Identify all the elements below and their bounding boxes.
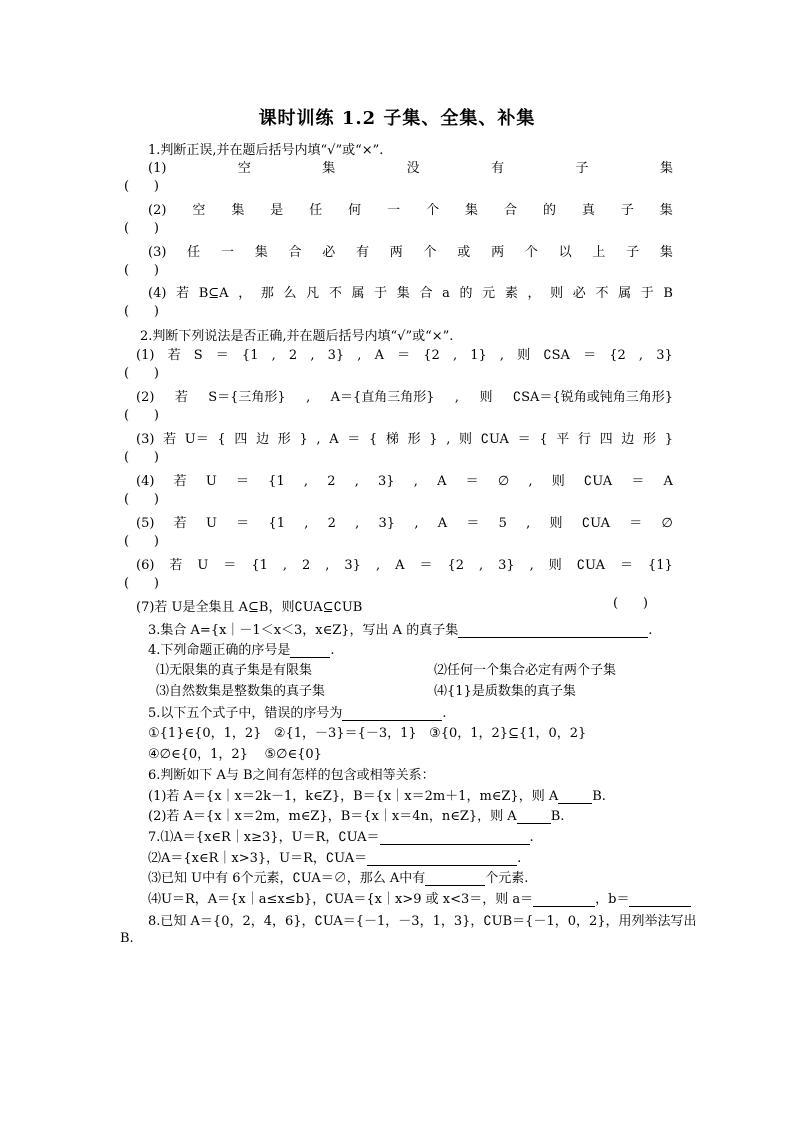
q4-option-4: ⑷{1}是质数集的真子集	[434, 684, 576, 699]
q7-l1-text: 7.⑴A＝{x∈R｜x≥3}，U＝R，∁UA＝	[148, 830, 380, 845]
item-word: 子	[575, 161, 589, 176]
item-word: 四	[234, 432, 248, 447]
item-word: 集	[322, 161, 336, 176]
q7-blank-b[interactable]	[629, 892, 691, 907]
item-word: U	[205, 516, 217, 531]
item-word: A	[374, 348, 384, 363]
item-word: 两	[389, 245, 403, 260]
item-word: ∁SA	[543, 348, 570, 363]
q1-stem: 1.判断正误,并在题后括号内填“√”或“×”.	[148, 143, 384, 158]
item-word: ，	[238, 286, 252, 301]
item-word: U＝	[184, 432, 209, 447]
item-number: (2)	[136, 390, 155, 405]
q4-end: .	[330, 643, 335, 658]
item-word: 么	[283, 286, 297, 301]
item-word: 于	[640, 286, 654, 301]
q2-item-4	[136, 472, 673, 492]
item-word: 则	[550, 286, 564, 301]
item-word: {2	[609, 348, 626, 363]
item-word: {	[539, 432, 548, 447]
item-word: A	[329, 432, 339, 447]
q7-l4-mid: ，b＝	[595, 892, 630, 907]
item-word: 集	[659, 161, 673, 176]
q5-line	[148, 702, 447, 721]
item-number: (6)	[136, 558, 155, 573]
item-word: ＝	[619, 558, 633, 573]
item-number: (2)	[148, 203, 167, 218]
q7-l3-end: 个元素.	[485, 871, 529, 886]
item-word: ＝	[583, 348, 597, 363]
item-word: 梯	[385, 432, 399, 447]
q7-blank-a[interactable]	[533, 892, 595, 907]
item-word: ,	[316, 432, 321, 447]
item-word: {2	[447, 558, 464, 573]
item-word: }	[429, 432, 438, 447]
item-word: 一	[387, 203, 401, 218]
item-word: ,	[454, 390, 460, 405]
item-word: 个	[426, 203, 440, 218]
item-word: 合	[419, 286, 433, 301]
item-word: ,	[526, 516, 531, 531]
item-number: (1)	[148, 161, 167, 176]
item-word: 是	[270, 203, 284, 218]
item-word: 若	[163, 432, 177, 447]
item-word: 上	[592, 245, 606, 260]
item-word: 属	[618, 286, 632, 301]
q4-option-3: ⑶自然数集是整数集的真子集	[156, 684, 326, 699]
item-word: 3}	[344, 558, 361, 573]
item-word: ＝	[215, 348, 229, 363]
q7-line-1	[148, 826, 534, 845]
item-word: 的	[542, 203, 556, 218]
q6-blank-1[interactable]	[558, 789, 592, 804]
q5-end: .	[442, 706, 447, 721]
item-word: {	[368, 432, 378, 447]
item-word: 若	[174, 390, 188, 405]
item-word: 空	[192, 203, 206, 218]
item-word: ,	[306, 390, 311, 405]
item-word: 3}	[378, 474, 395, 489]
item-word: a	[442, 286, 450, 301]
item-word: 必	[322, 245, 336, 260]
answer-paren: ( )	[124, 263, 159, 278]
q3-line	[148, 619, 652, 638]
item-number: (5)	[136, 516, 155, 531]
q2-item-1	[136, 346, 673, 366]
answer-paren: ( )	[124, 450, 159, 465]
item-word: 两	[491, 245, 505, 260]
item-number: (4)	[136, 474, 155, 489]
item-word: 个	[423, 245, 437, 260]
item-word: ＝	[397, 348, 411, 363]
item-word: 边	[621, 432, 635, 447]
item-word: 3}	[498, 558, 515, 573]
q8-line-1: 8.已知 A＝{0，2，4，6}，∁UA＝{－1，－3，1，3}，∁UB＝{－1，0，2}，用列举法写出	[148, 914, 697, 929]
item-word: 3}	[378, 516, 396, 531]
item-word: 5	[498, 516, 507, 531]
q2-item-7: (7)若 U是全集且 A⊆B，则∁UA⊆∁UB	[136, 600, 363, 615]
item-word: 任	[187, 245, 201, 260]
item-word: ＝	[419, 558, 433, 573]
q7-l3-text: ⑶已知 U中有 6个元素，∁UA＝∅，那么 A中有	[148, 871, 426, 886]
answer-paren: ( )	[124, 576, 159, 591]
answer-paren: ( )	[124, 408, 159, 423]
q7-l2-end: .	[517, 851, 522, 866]
item-word: ,	[271, 348, 276, 363]
item-word: 必	[572, 286, 586, 301]
item-word: ,	[452, 348, 458, 363]
item-word: ∁UA	[581, 516, 611, 531]
item-word: 不	[328, 286, 342, 301]
item-word: 没	[406, 161, 420, 176]
item-word: ,	[303, 474, 309, 489]
page-title: 课时训练 1.2 子集、全集、补集	[258, 108, 536, 129]
q3-answer-blank[interactable]	[458, 623, 648, 638]
q4-option-1: ⑴无限集的真子集是有限集	[156, 663, 313, 678]
item-number: (3)	[148, 245, 167, 260]
item-word: ＝	[517, 432, 531, 447]
item-word: ，	[527, 286, 541, 301]
item-word: 则	[548, 558, 562, 573]
item-word: {	[217, 432, 226, 447]
item-word: ＝	[223, 558, 237, 573]
item-word: 四	[599, 432, 613, 447]
q6-l1-text: (1)若 A＝{x｜x＝2k－1，k∈Z}，B＝{x｜x＝2m＋1，m∈Z}，则 A	[148, 789, 559, 804]
q1-item-3	[148, 243, 673, 263]
item-word: 有	[356, 245, 370, 260]
q1-item-4	[148, 284, 673, 304]
item-word: 集	[465, 203, 479, 218]
item-word: 不	[595, 286, 609, 301]
item-word: ,	[304, 516, 309, 531]
item-word: U	[197, 558, 209, 573]
item-word: ∁UA	[480, 432, 509, 447]
item-word: ,	[414, 516, 419, 531]
item-word: A	[437, 474, 447, 489]
q4-answer-blank[interactable]	[290, 643, 330, 658]
item-word: 若	[169, 558, 183, 573]
item-word: 2	[302, 558, 311, 573]
q2-item-5	[136, 514, 673, 534]
item-word: 形	[277, 432, 291, 447]
q4-line	[148, 639, 335, 658]
item-word: ∁SA＝{锐角或钝角三角形}	[512, 390, 673, 405]
item-word: 集	[254, 245, 268, 260]
q3-text: 3.集合 A={x｜－1＜x＜3，x∈Z}，写出 A 的真子集	[148, 623, 459, 638]
item-word: 集	[231, 203, 245, 218]
item-word: ,	[446, 432, 451, 447]
item-number: (3)	[136, 432, 155, 447]
item-word: A	[395, 558, 405, 573]
item-word: 子	[626, 245, 640, 260]
item-word: A	[663, 474, 673, 489]
item-word: 素	[504, 286, 518, 301]
item-word: 合	[503, 203, 517, 218]
item-word: U	[205, 474, 217, 489]
item-word: 空	[237, 161, 251, 176]
item-word: ＝	[466, 516, 480, 531]
item-word: 合	[288, 245, 302, 260]
item-word: 若	[176, 286, 190, 301]
item-word: 则	[551, 474, 565, 489]
q7-line-3	[148, 867, 528, 886]
item-word: 若	[173, 474, 187, 489]
q6-stem: 6.判断如下 A与 B之间有怎样的包含或相等关系：	[148, 768, 435, 783]
q4-stem: 4.下列命题正确的序号是	[148, 643, 291, 658]
q7-l1-end: .	[529, 830, 534, 845]
item-word: ＝	[631, 474, 645, 489]
q6-l2-text: (2)若 A＝{x｜x＝2m，m∈Z}，B＝{x｜x＝4n，n∈Z}，则 A	[148, 809, 517, 824]
item-word: {2	[423, 348, 440, 363]
item-word: ＝	[236, 516, 250, 531]
item-word: ＝	[629, 516, 643, 531]
item-word: 边	[256, 432, 270, 447]
item-number: (4)	[148, 286, 167, 301]
item-word: ,	[375, 558, 381, 573]
q2-item-6	[136, 556, 673, 576]
item-word: ,	[357, 348, 362, 363]
item-word: 形	[643, 432, 657, 447]
q7-l4-text: ⑷U＝R，A＝{x｜a≤x≤b}，∁UA＝{x｜x>9 或 x<3＝，则 a＝	[148, 892, 534, 907]
item-word: 集	[659, 245, 673, 260]
item-word: 2	[327, 516, 336, 531]
item-word: 一	[220, 245, 234, 260]
answer-paren: ( )	[124, 304, 159, 319]
item-word: 则	[459, 432, 473, 447]
q1-item-2	[148, 201, 673, 221]
answer-paren: ( )	[124, 534, 159, 549]
item-word: {1	[241, 348, 259, 363]
item-word: 若	[167, 348, 181, 363]
item-word: ,	[499, 348, 505, 363]
item-word: ,	[354, 474, 359, 489]
item-word: ∁UA	[583, 474, 613, 489]
q2-item-2	[136, 388, 673, 408]
item-word: 平	[556, 432, 570, 447]
answer-paren: ( )	[124, 492, 159, 507]
q7-blank-1[interactable]	[380, 830, 530, 845]
item-word: }	[664, 432, 673, 447]
q6-blank-2[interactable]	[517, 809, 551, 824]
answer-paren: ( )	[124, 366, 159, 381]
q7-line-4	[148, 888, 691, 907]
item-word: 子	[620, 203, 634, 218]
q6-l2-end: B.	[550, 809, 565, 824]
item-word: ,	[528, 474, 533, 489]
item-word: 属	[351, 286, 365, 301]
item-word: {1	[268, 516, 285, 531]
item-word: S＝{三角形}	[208, 390, 286, 405]
item-word: 集	[659, 203, 673, 218]
item-word: 3}	[327, 348, 345, 363]
item-word: ,	[355, 516, 360, 531]
item-word: {1}	[647, 558, 673, 573]
item-word: ＝	[235, 474, 249, 489]
item-word: 那	[260, 286, 274, 301]
q6-l1-end: B.	[592, 789, 606, 804]
q1-item-1	[148, 159, 673, 179]
item-word: ∅	[661, 516, 673, 531]
item-word: ,	[638, 348, 644, 363]
item-word: 任	[309, 203, 323, 218]
item-word: ＝	[347, 432, 361, 447]
item-word: ,	[529, 558, 534, 573]
item-word: 何	[348, 203, 362, 218]
q4-option-2: ⑵任何一个集合必定有两个子集	[434, 663, 617, 678]
item-word: 于	[374, 286, 388, 301]
item-word: 有	[491, 161, 505, 176]
answer-paren: ( )	[124, 179, 159, 194]
q5-stem: 5.以下五个式子中，错误的序号为	[148, 706, 343, 721]
item-word: 1}	[470, 348, 487, 363]
item-word: ,	[478, 558, 484, 573]
item-word: 元	[482, 286, 496, 301]
q3-end: .	[648, 623, 653, 638]
answer-paren: ( )	[613, 596, 648, 611]
q2-stem: 2.判断下列说法是否正确,并在题后括号内填“√”或“×”.	[140, 329, 454, 344]
item-word: B	[663, 286, 673, 301]
item-word: {1	[251, 558, 268, 573]
item-word: ∁UA	[576, 558, 605, 573]
item-word: 集	[396, 286, 410, 301]
item-word: 形	[407, 432, 421, 447]
item-number: (1)	[136, 348, 155, 363]
item-word: 以	[558, 245, 572, 260]
item-word: ,	[325, 558, 330, 573]
item-word: 真	[581, 203, 595, 218]
answer-paren: ( )	[124, 221, 159, 236]
q7-l2-text: ⑵A＝{x∈R｜x>3}，U＝R，∁UA＝	[148, 851, 368, 866]
item-word: S	[193, 348, 203, 363]
item-word: ,	[413, 474, 418, 489]
item-word: 凡	[306, 286, 320, 301]
q5-answer-blank[interactable]	[342, 706, 442, 721]
item-word: B⊆A	[198, 286, 229, 301]
item-word: 的	[459, 286, 473, 301]
item-word: 则	[549, 516, 563, 531]
item-word: {1	[268, 474, 285, 489]
q7-line-2	[148, 847, 521, 866]
item-word: 若	[173, 516, 187, 531]
q6-line-2	[148, 805, 564, 824]
q6-line-1	[148, 785, 606, 804]
item-word: ,	[282, 558, 288, 573]
item-word: 2	[288, 348, 298, 363]
item-word: 行	[577, 432, 591, 447]
item-word: A＝{直角三角形}	[330, 390, 435, 405]
item-word: 则	[479, 390, 493, 405]
item-word: A	[437, 516, 448, 531]
item-word: ,	[310, 348, 315, 363]
q5-formulas-1: ①{1}∈{0，1，2} ②{1，－3}＝{－3，1} ③{0，1，2}⊆{1，0，2}	[148, 726, 587, 741]
q5-formulas-2: ④∅∈{0，1，2} ⑤∅∈{0}	[148, 747, 322, 762]
q7-blank-2[interactable]	[367, 851, 517, 866]
item-word: ∅	[497, 474, 510, 489]
item-word: 则	[517, 348, 531, 363]
q8-line-2: B.	[120, 931, 134, 946]
item-word: 3}	[656, 348, 673, 363]
item-word: 或	[457, 245, 471, 260]
item-word: ＝	[465, 474, 479, 489]
q7-blank-3[interactable]	[425, 871, 485, 886]
q2-item-3	[136, 430, 673, 450]
item-word: }	[299, 432, 308, 447]
item-word: 个	[524, 245, 538, 260]
item-word: 2	[327, 474, 336, 489]
